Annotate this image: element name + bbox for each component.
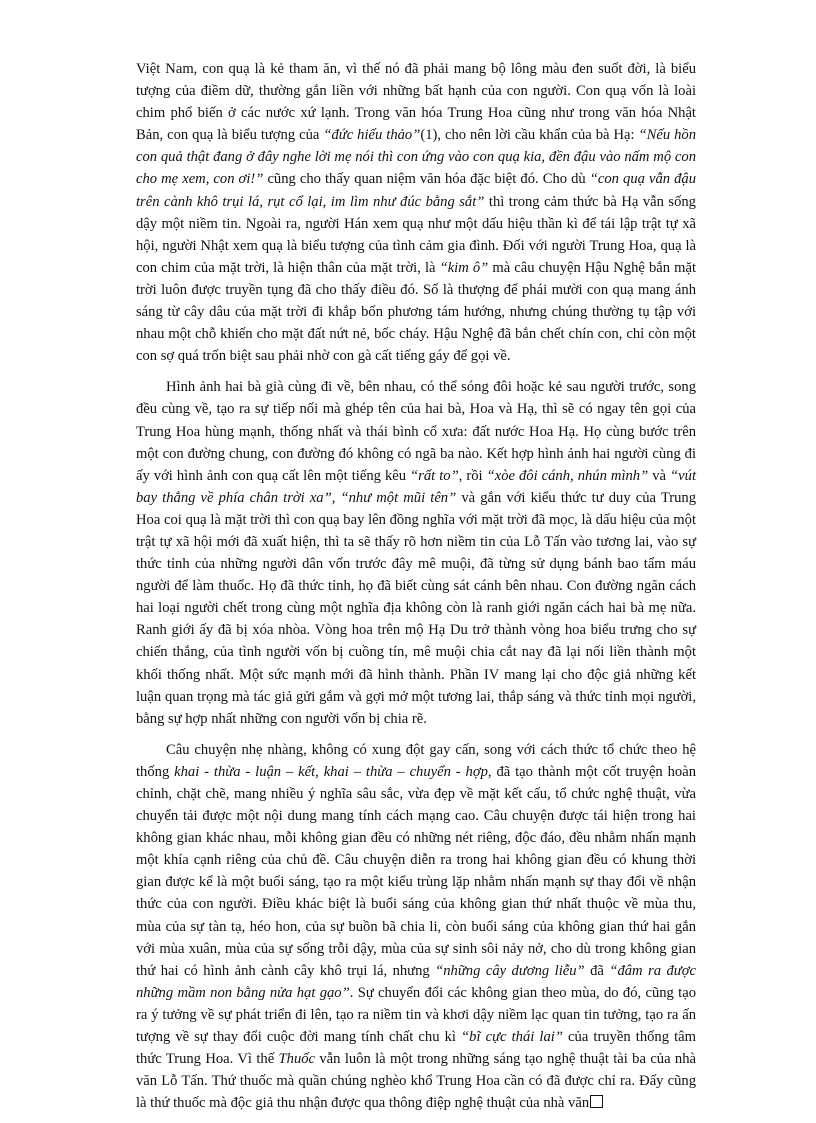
paragraph-3 [136,739,696,1115]
text-run: Câu chuyện nhẹ nhàng, không có xung đột gay cấn, song với cách thức tổ chức theo hệ thống [136,741,696,780]
italic-run: “xòe đôi cánh, nhún mình” [486,467,649,484]
italic-run: “rất to” [410,467,459,484]
italic-run: “Nếu hồn con quả thật đang ở đây nghe lời mẹ nói thì con ứng vào con quạ kia, đền đậu vào nấm mộ con cho mẹ xem, con ơi!” [136,127,696,188]
text-run: (1), cho nên lời cầu khẩn của bà Hạ: [420,127,639,144]
text-run: . Sự chuyển đổi các không gian theo mùa, do đó, cũng tạo ra ý tưởng về sự phát triển đi lên, tạo ra niềm tin và khơi dậy niềm lạc quan tin tưởng, tạo ra ấn tượng về sự thay đổi cuộc đời mang tính chất chu kì [136,984,696,1046]
italic-run: Thuốc [278,1051,316,1068]
text-run: của truyền thống tâm thức Trung Hoa. Vì thế [136,1029,696,1068]
text-run: , đã tạo thành một cốt truyện hoàn chỉnh, chặt chẽ, mang nhiều ý nghĩa sâu sắc, vừa đẹp về mặt kết cấu, tổ chức nghệ thuật, vừa chuyển tải được một nội dung mang tính cách mạng cao. Câu chuyện được tái hiện trong hai không gian khác nhau, mỗi không gian đều có những nét riêng, độc đáo, đều nhằm nhấn mạnh một khía cạnh riêng của chủ đề. Câu chuyện diễn ra trong hai không gian đều có khung thời gian được kể là một buổi sáng, tạo ra một kiểu trùng lặp nhằm nhấn mạnh sự thay đổi về nhận thức của con người. Điều khác biệt là buổi sáng của không gian thứ nhất thuộc về mùa thu, mùa của sự tàn tạ, héo hon, của sự buồn bã chia li, còn buổi sáng của không gian thứ hai gắn với mùa xuân, mùa của sự sống trỗi dậy, mùa của sự sinh sôi nảy nở, cho dù trong không gian thứ hai có hình ảnh cành cây khô trụi lá, nhưng [136,763,696,979]
italic-run: “con quạ vẫn đậu trên cành khô trụi lá, rụt cổ lại, im lìm như đúc bằng sắt” [136,171,696,210]
italic-run: “bĩ cực thái lai” [461,1029,563,1046]
italic-run: “vút bay thẳng về phía chân trời xa”, “như một mũi tên” [136,467,696,506]
text-run: , rồi [458,467,487,484]
italic-run: “đâm ra được những mầm non bằng nửa hạt gạo” [136,962,697,1001]
paragraph-1 [136,58,696,367]
text-run: Việt Nam, con quạ là kẻ tham ăn, vì thế nó đã phải mang bộ lông màu đen suốt đời, là biểu tượng của điềm dữ, thường gắn liền với những bất hạnh của con người. Con quạ vốn là loài chim phổ biến ở các nước xứ lạnh. Trong văn hóa Trung Hoa cũng như trong văn hóa Nhật Bản, con quạ là biểu tượng của [136,61,696,144]
text-run: và [648,467,671,484]
text-run: vẫn luôn là một trong những sáng tạo nghệ thuật tài ba của nhà văn Lỗ Tấn. Thứ thuốc mà quần chúng nghèo khổ Trung Hoa cần có đã được chỉ ra. Đấy cũng là thứ thuốc mà độc giả thu nhận được qua thông điệp nghệ thuật của nhà văn [136,1051,696,1112]
text-run: thì trong cảm thức bà Hạ vẫn sống dậy một niềm tin. Ngoài ra, người Hán xem quạ như một dấu hiệu thần kì để tái lập trật tự xã hội, người Nhật xem quạ là biểu tượng của tình cảm gia đình. Đối với người Trung Hoa, quạ là con chim của mặt trời, là hiện thân của mặt trời, là [136,193,696,276]
text-run: và gắn với kiểu thức tư duy của Trung Hoa coi quạ là mặt trời thì con quạ bay lên đồng nghĩa với mặt trời đã mọc, là dấu hiệu của một trật tự xã hội mới đã xuất hiện, thì ta sẽ thấy rõ hơn niềm tin của Lỗ Tấn vào tương lai, vào sự thức tỉnh của những người dân vốn trước đây mê muội, đã từng sử dụng bánh bao tẩm máu người để làm thuốc. Họ đã thức tỉnh, họ đã biết cùng sát cánh bên nhau. Con đường ngăn cách hai loại người chết trong cùng một nghĩa địa không còn là ranh giới ngăn cách hai bà mẹ nữa. Ranh giới ấy đã bị xóa nhòa. Vòng hoa trên mộ Hạ Du trở thành vòng hoa biểu trưng cho sự chiến thắng, của tình người vốn bị cuồng tín, mê muội chia cắt nay đã lại nối liền thành một khối thống nhất. Một sức mạnh mới đã hình thành. Phần IV mang lại cho độc giả những kết luận quan trọng mà tác giả gửi gắm và gợi mở một tương lai, thắp sáng và thức tỉnh mọi người, bằng sự hợp nhất những con người vốn bị chia rẽ. [136,489,697,727]
text-run: cũng cho thấy quan niệm văn hóa đặc biệt đó. Cho dù [263,171,590,188]
paragraph-2 [136,376,696,730]
text-run: Hình ảnh hai bà già cùng đi về, bên nhau, có thể sóng đôi hoặc kẻ sau người trước, song đều cùng về, tạo ra sự tiếp nối mà ghép tên của hai bà, Hoa và Hạ, thì sẽ có ngay tên gọi của Trung Hoa hùng mạnh, thống nhất và thái bình cổ xưa: đất nước Hoa Hạ. Họ cùng bước trên một con đường chung, con đường đó không có ngã ba nào. Kết hợp hình ảnh hai người cùng đi ấy với hình ảnh con quạ cất lên một tiếng kêu [136,379,696,484]
italic-run: “kim ô” [439,259,489,276]
italic-run: “đức hiếu thảo” [323,127,421,144]
text-run: đã [584,962,610,979]
document-page [136,58,696,1123]
italic-run: khai - thừa - luận – kết, khai – thừa – chuyển - hợp [174,763,488,780]
italic-run: “những cây dương liễu” [435,962,585,979]
end-mark-box [590,1095,603,1108]
text-run: mà câu chuyện Hậu Nghệ bắn mặt trời luôn được truyền tụng đã cho thấy điều đó. Số là thượng đế phái mười con quạ mang ánh sáng từ cây dâu của mặt trời đi khắp bốn phương tám hướng, nhưng chúng thường tụ tập với nhau một chỗ khiến cho mặt đất nứt nẻ, bốc cháy. Hậu Nghệ đã bắn chết chín con, chỉ còn một con sợ quá trốn biệt sau phải nhờ con gà cất tiếng gáy để gọi về. [136,259,697,365]
